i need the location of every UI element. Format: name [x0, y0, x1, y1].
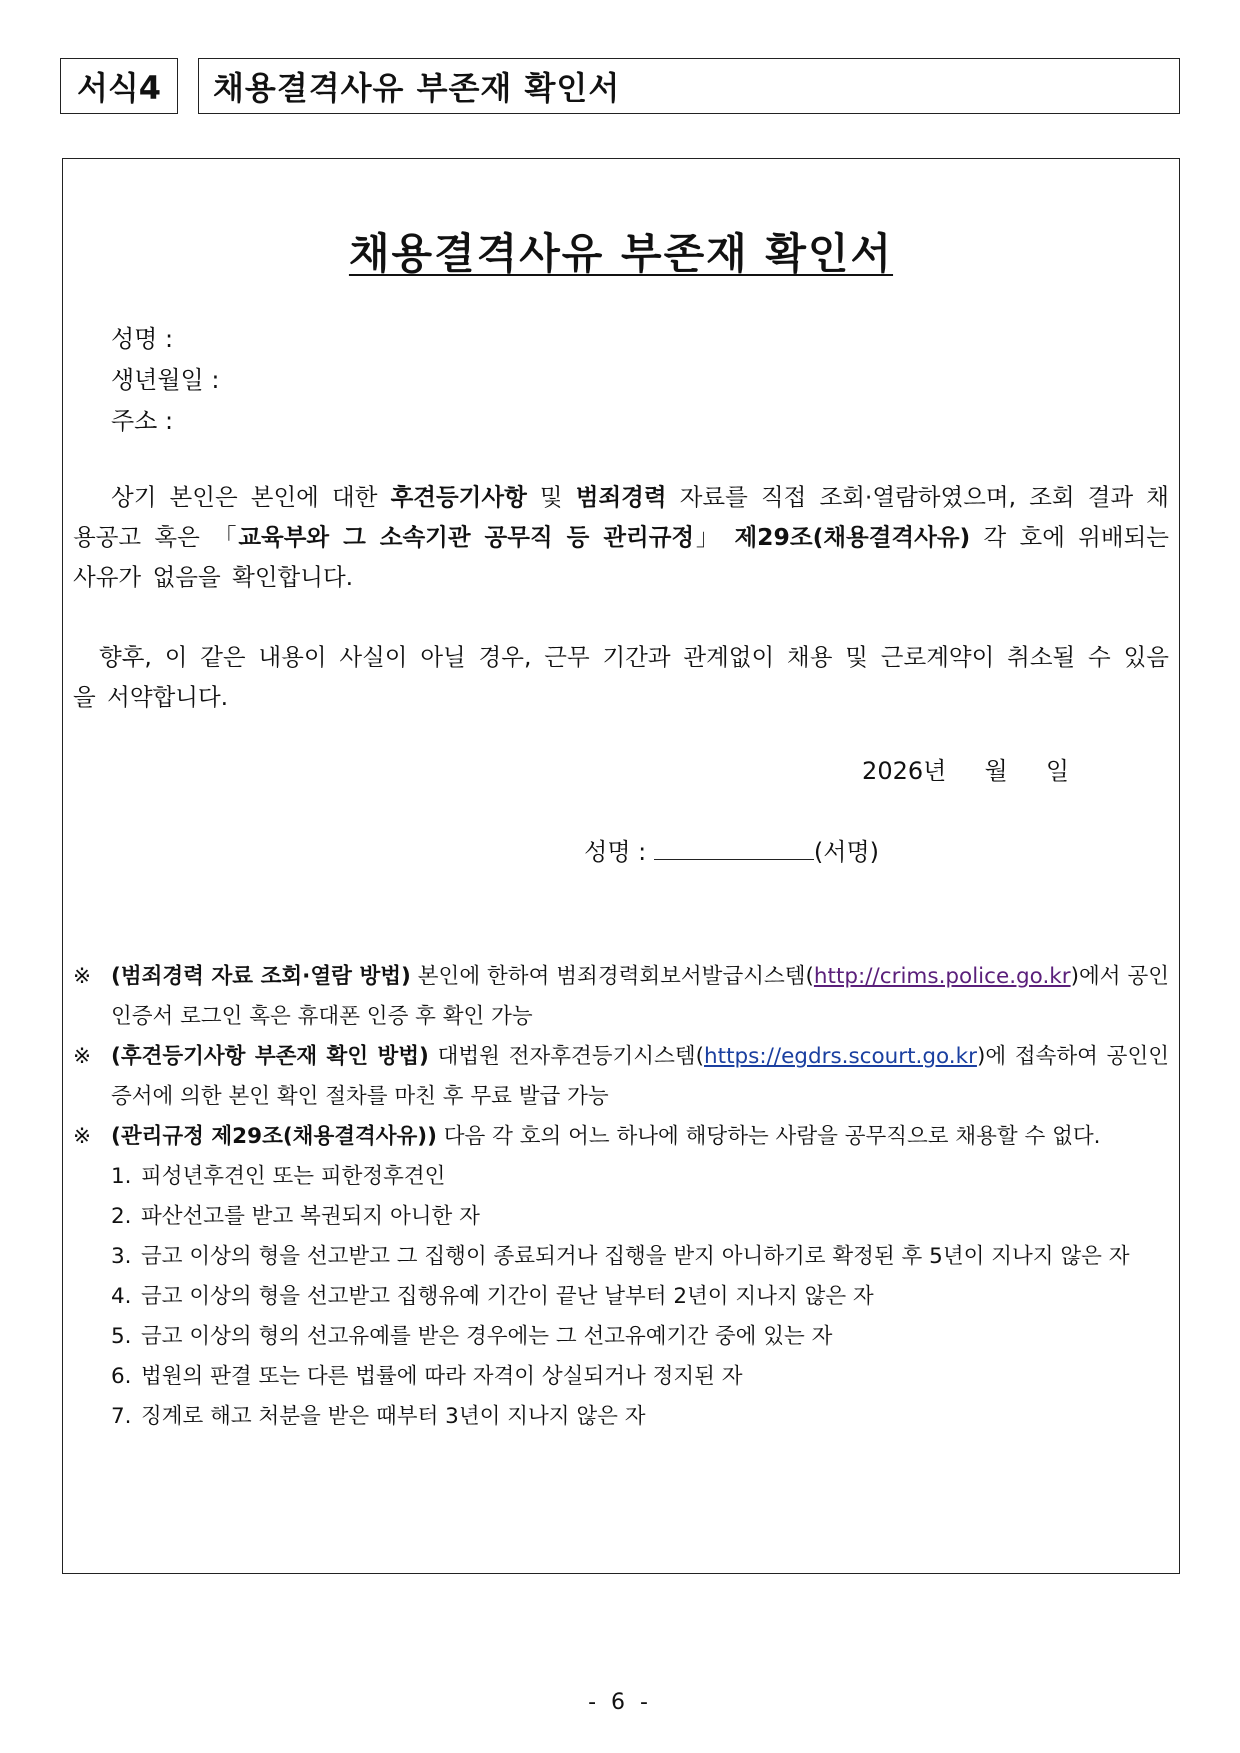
- list-item: 6. 법원의 판결 또는 다른 법률에 따라 자격이 상실되거나 정지된 자: [111, 1364, 743, 1389]
- document-title: 채용결격사유 부존재 확인서: [348, 229, 894, 278]
- signature-line: 성명 : (서명): [584, 838, 879, 866]
- list-item: 2. 파산선고를 받고 복권되지 아니한 자: [111, 1204, 480, 1229]
- address-field-label: 주소 :: [111, 407, 174, 435]
- list-item: 4. 금고 이상의 형을 선고받고 집행유예 기간이 끝난 날부터 2년이 지나지 않은 자: [111, 1284, 874, 1309]
- header-title: 채용결격사유 부존재 확인서: [198, 58, 1180, 114]
- date-line: 2026년 월 일: [862, 757, 1069, 785]
- confirmation-paragraph: 상기 본인은 본인에 대한 후견등기사항 및 범죄경력 자료를 직접 조회·열람하였으며, 조회 결과 채용공고 혹은 「교육부와 그 소속기관 공무직 등 관리규정」 제29조(채용결격사유) 각 호에 위배되는 사유가 없음을 확인합니다.: [73, 483, 1169, 591]
- page-number: - 6 -: [588, 1690, 652, 1715]
- egdrs-link[interactable]: https://egdrs.scourt.go.kr: [704, 1044, 977, 1069]
- signature-blank[interactable]: [654, 837, 814, 860]
- reference-mark-icon: ※: [73, 964, 92, 989]
- note-regulation: ※ (관리규정 제29조(채용결격사유)) 다음 각 호의 어느 하나에 해당하는 사람을 공무직으로 채용할 수 없다.: [73, 1117, 1169, 1157]
- birthdate-field-label: 생년월일 :: [111, 366, 220, 394]
- disqualification-list: [73, 1157, 1169, 1437]
- list-item: 3. 금고 이상의 형을 선고받고 그 집행이 종료되거나 집행을 받지 아니하기로 확정된 후 5년이 지나지 않은 자: [111, 1244, 1130, 1269]
- form-number-tag: 서식4: [60, 58, 178, 114]
- list-item: 1. 피성년후견인 또는 피한정후견인: [111, 1164, 446, 1189]
- applicant-fields: [111, 319, 219, 442]
- list-item: 7. 징계로 해고 처분을 받은 때부터 3년이 지나지 않은 자: [111, 1404, 646, 1429]
- crims-link[interactable]: http://crims.police.go.kr: [813, 964, 1071, 989]
- list-item: 5. 금고 이상의 형의 선고유예를 받은 경우에는 그 선고유예기간 중에 있는 자: [111, 1324, 833, 1349]
- note-guardianship: ※ (후견등기사항 부존재 확인 방법) 대법원 전자후견등기시스템(https://egdrs.scourt.go.kr)에 접속하여 공인인증서에 의한 본인 확인 절차를 마친 후 무료 발급 가능: [73, 1037, 1169, 1117]
- pledge-paragraph: 향후, 이 같은 내용이 사실이 아닐 경우, 근무 기간과 관계없이 채용 및 근로계약이 취소될 수 있음을 서약합니다.: [73, 643, 1169, 711]
- notes-section: [73, 957, 1169, 1437]
- note-criminal-record: ※ (범죄경력 자료 조회·열람 방법) 본인에 한하여 범죄경력회보서발급시스템(http://crims.police.go.kr)에서 공인인증서 로그인 혹은 휴대폰 인증 후 확인 가능: [73, 957, 1169, 1037]
- reference-mark-icon: ※: [73, 1044, 92, 1069]
- reference-mark-icon: ※: [73, 1124, 92, 1149]
- confirmation-form: [62, 158, 1180, 1574]
- name-field-label: 성명 :: [111, 325, 174, 353]
